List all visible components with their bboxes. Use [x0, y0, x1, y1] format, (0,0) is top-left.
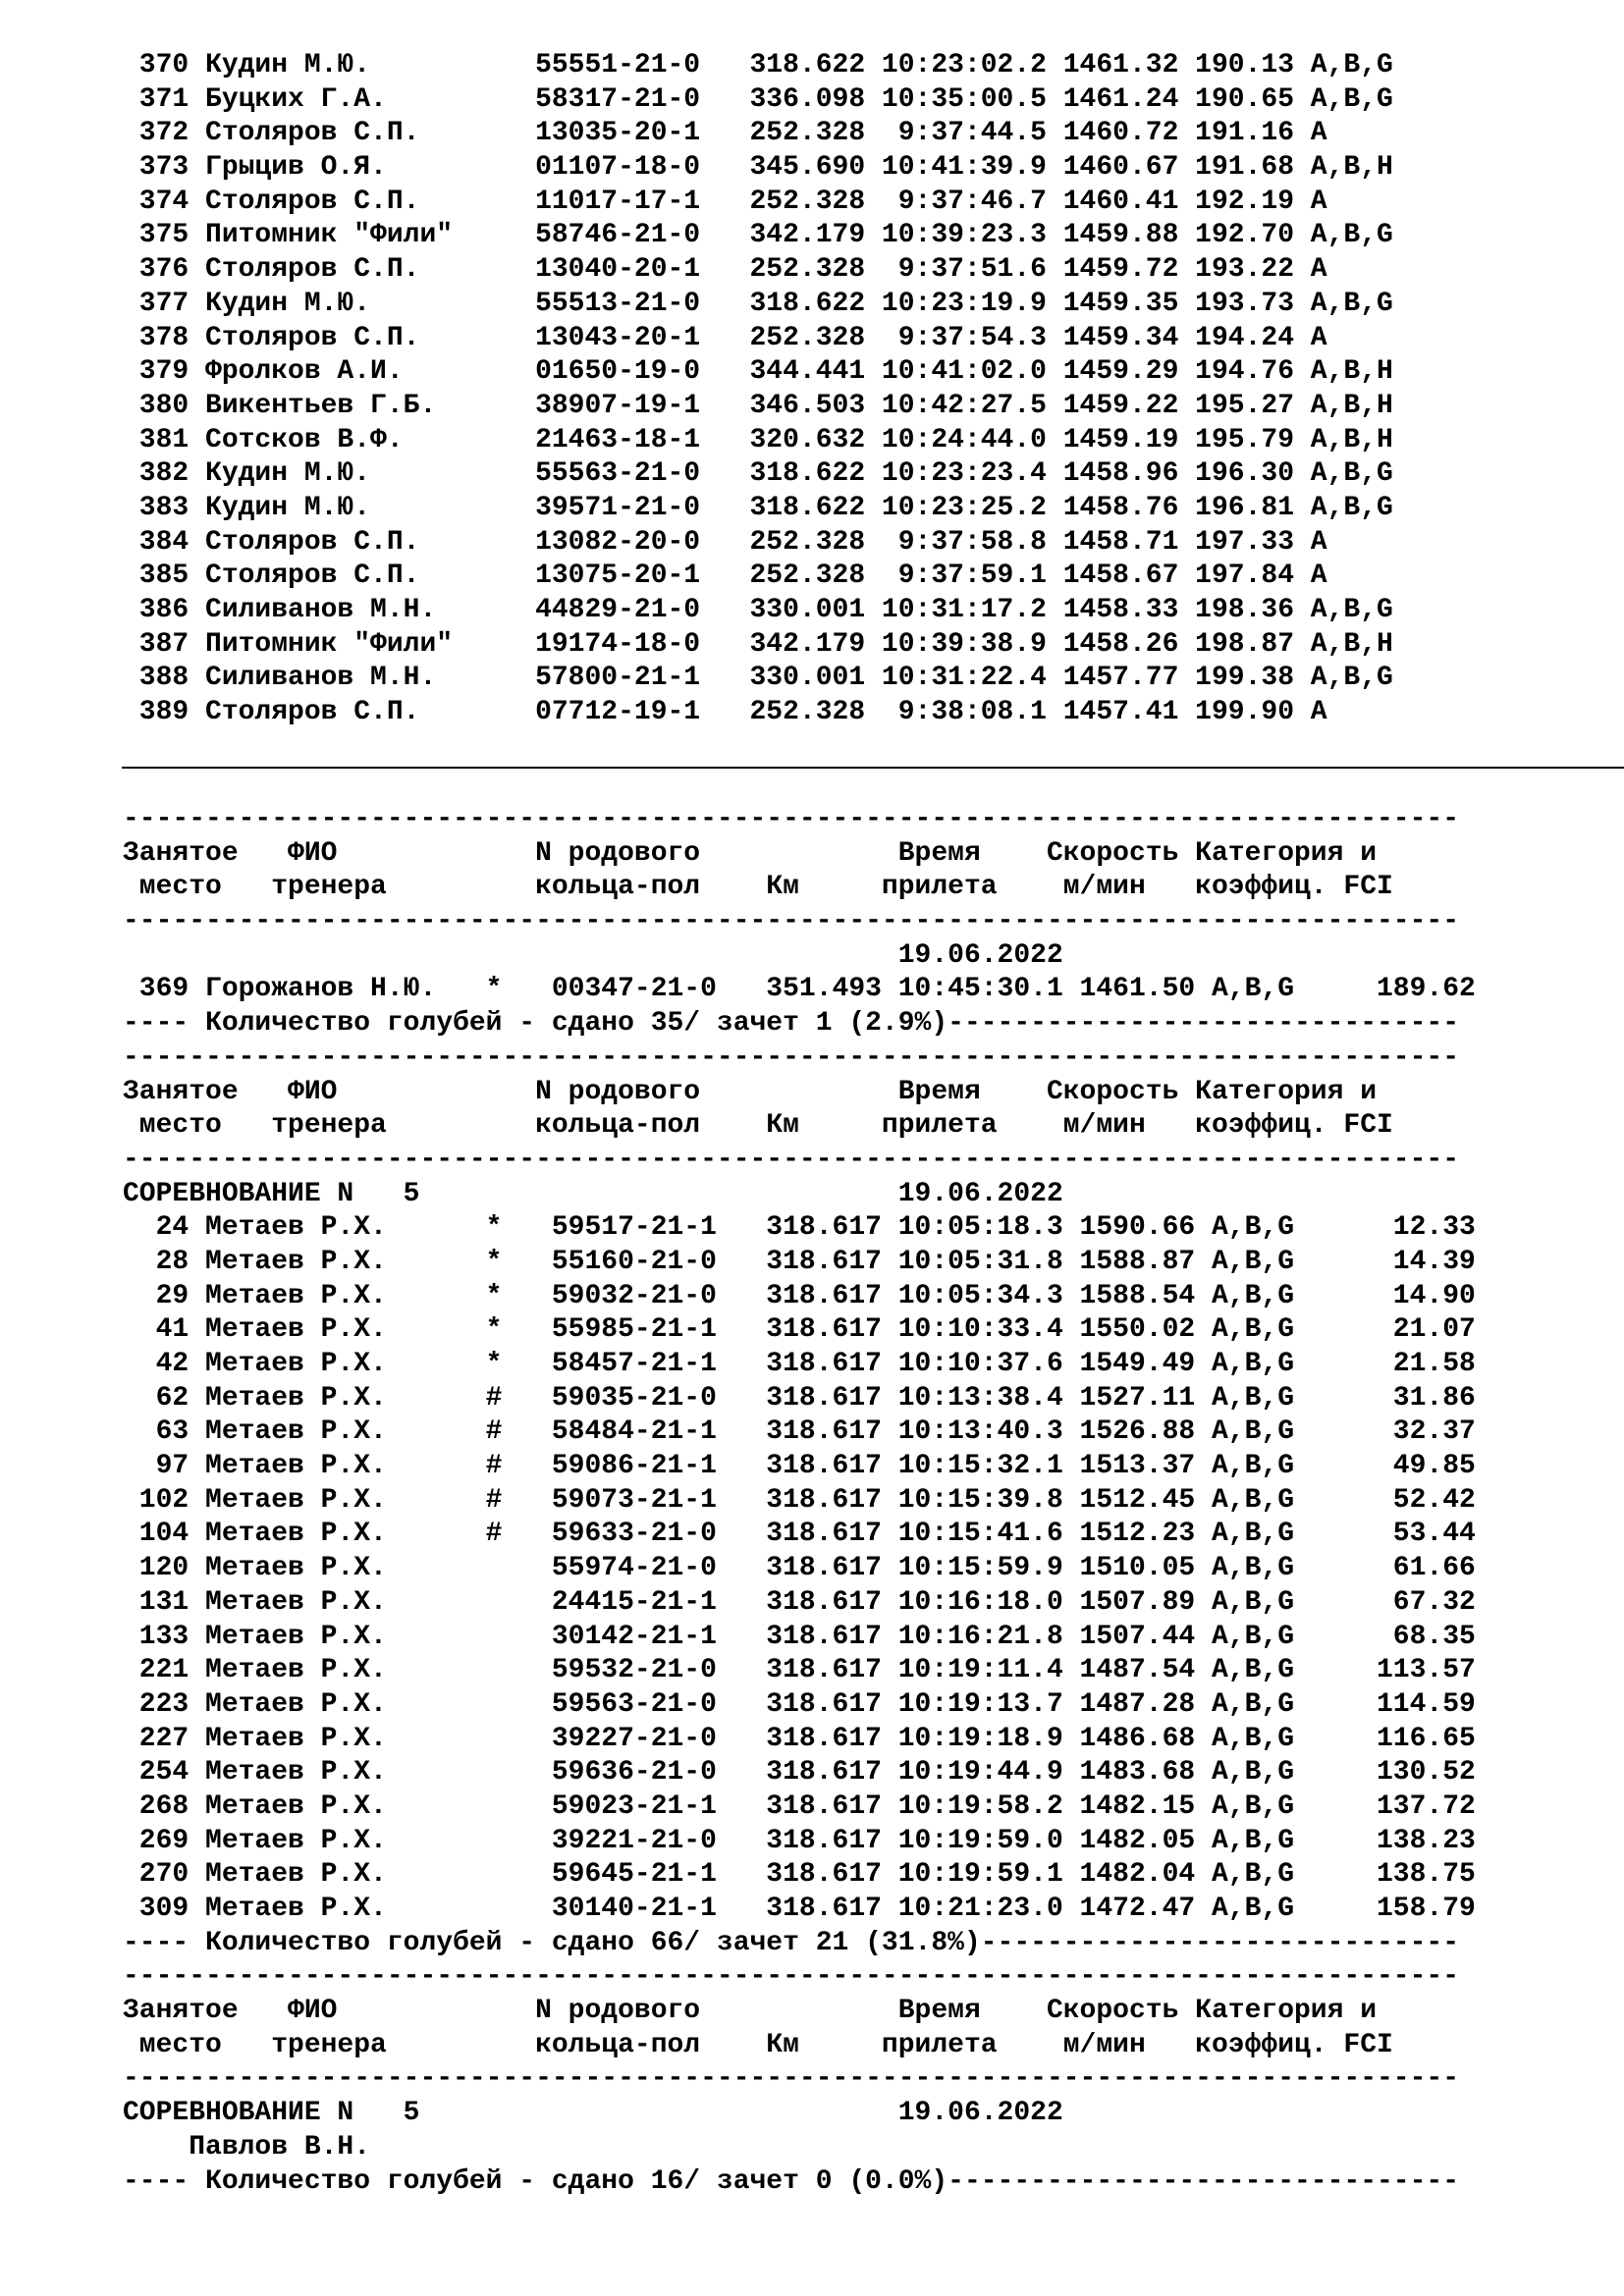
- table-row: 270 Метаев Р.Х. 59645-21-1 318.617 10:19:59.1 1482.04 A,B,G 138.75: [123, 1859, 1476, 1891]
- results-sections: [123, 803, 1476, 2199]
- column-header-line-1: Занятое ФИО N родового Время Скорость Категория и: [123, 837, 1378, 869]
- table-bottom-rule: [122, 767, 1624, 769]
- dash-separator: ---------------------------------------------------------------------------------: [123, 1961, 1460, 1993]
- table-row: 104 Метаев Р.Х. # 59633-21-0 318.617 10:15:41.6 1512.23 A,B,G 53.44: [123, 1519, 1476, 1550]
- table-row: 268 Метаев Р.Х. 59023-21-1 318.617 10:19:58.2 1482.15 A,B,G 137.72: [123, 1790, 1476, 1822]
- column-header-line-2: место тренера кольца-пол Км прилета м/мин коэффиц. FCI: [123, 1110, 1393, 1142]
- table-row: 42 Метаев Р.Х. * 58457-21-1 318.617 10:10:37.6 1549.49 A,B,G 21.58: [123, 1349, 1476, 1379]
- table-row: 376 Столяров С.П. 13040-20-1 252.328 9:37:51.6 1459.72 193.22 A: [123, 254, 1327, 286]
- table-row: 386 Силиванов М.Н. 44829-21-0 330.001 10:31:17.2 1458.33 198.36 A,B,G: [123, 595, 1393, 625]
- dash-separator: ---------------------------------------------------------------------------------: [123, 1041, 1460, 1073]
- table-row: 269 Метаев Р.Х. 39221-21-0 318.617 10:19:59.0 1482.05 A,B,G 138.23: [123, 1825, 1476, 1856]
- table-row: 387 Питомник "Фили" 19174-18-0 342.179 10:39:38.9 1458.26 198.87 A,B,H: [123, 628, 1393, 660]
- table-row: 309 Метаев Р.Х. 30140-21-1 318.617 10:21:23.0 1472.47 A,B,G 158.79: [123, 1894, 1476, 1924]
- column-header-line-1: Занятое ФИО N родового Время Скорость Категория и: [123, 1996, 1378, 2027]
- dash-separator: ---------------------------------------------------------------------------------: [123, 2063, 1460, 2095]
- table-row: 372 Столяров С.П. 13035-20-1 252.328 9:37:44.5 1460.72 191.16 A: [123, 118, 1327, 149]
- table-row: 41 Метаев Р.Х. * 55985-21-1 318.617 10:10:33.4 1550.02 A,B,G 21.07: [123, 1314, 1476, 1346]
- table-row: 370 Кудин М.Ю. 55551-21-0 318.622 10:23:02.2 1461.32 190.13 A,B,G: [123, 50, 1393, 80]
- table-row: 383 Кудин М.Ю. 39571-21-0 318.622 10:23:25.2 1458.76 196.81 A,B,G: [123, 492, 1393, 523]
- table-row: 24 Метаев Р.Х. * 59517-21-1 318.617 10:05:18.3 1590.66 A,B,G 12.33: [123, 1212, 1476, 1244]
- table-row: 371 Буцких Г.А. 58317-21-0 336.098 10:35:00.5 1461.24 190.65 A,B,G: [123, 83, 1393, 115]
- column-header-line-2: место тренера кольца-пол Км прилета м/мин коэффиц. FCI: [123, 2029, 1393, 2060]
- dash-separator: ---------------------------------------------------------------------------------: [123, 804, 1460, 834]
- table-row: 63 Метаев Р.Х. # 58484-21-1 318.617 10:13:40.3 1526.88 A,B,G 32.37: [123, 1416, 1476, 1448]
- table-row: 385 Столяров С.П. 13075-20-1 252.328 9:37:59.1 1458.67 197.84 A: [123, 561, 1327, 592]
- table-row: 388 Силиванов М.Н. 57800-21-1 330.001 10:31:22.4 1457.77 199.38 A,B,G: [123, 663, 1393, 694]
- dash-separator: ---------------------------------------------------------------------------------: [123, 906, 1460, 937]
- competition-title-line: СОРЕВНОВАНИЕ N 5 19.06.2022: [123, 1178, 1063, 1209]
- competition-title-line: СОРЕВНОВАНИЕ N 5 19.06.2022: [123, 2098, 1063, 2129]
- table-row: 62 Метаев Р.Х. # 59035-21-0 318.617 10:13:38.4 1527.11 A,B,G 31.86: [123, 1382, 1476, 1414]
- section-summary: ---- Количество голубей - сдано 16/ зачет 0 (0.0%)-------------------------------: [123, 2165, 1460, 2197]
- table-row: 133 Метаев Р.Х. 30142-21-1 318.617 10:16:21.8 1507.44 A,B,G 68.35: [123, 1621, 1476, 1652]
- table-row: 227 Метаев Р.Х. 39227-21-0 318.617 10:19:18.9 1486.68 A,B,G 116.65: [123, 1723, 1476, 1754]
- table-row: 131 Метаев Р.Х. 24415-21-1 318.617 10:16:18.0 1507.89 A,B,G 67.32: [123, 1586, 1476, 1618]
- table-row: 374 Столяров С.П. 11017-17-1 252.328 9:37:46.7 1460.41 192.19 A: [123, 186, 1327, 217]
- column-header-line-1: Занятое ФИО N родового Время Скорость Категория и: [123, 1076, 1378, 1107]
- table-row: 380 Викентьев Г.Б. 38907-19-1 346.503 10:42:27.5 1459.22 195.27 A,B,H: [123, 390, 1393, 421]
- competition-results-rows: [123, 1211, 1476, 1926]
- table-row: 97 Метаев Р.Х. # 59086-21-1 318.617 10:15:32.1 1513.37 A,B,G 49.85: [123, 1451, 1476, 1482]
- section-summary: ---- Количество голубей - сдано 35/ зачет 1 (2.9%)-------------------------------: [123, 1008, 1460, 1040]
- table-row: 379 Фролков А.И. 01650-19-0 344.441 10:41:02.0 1459.29 194.76 A,B,H: [123, 356, 1393, 388]
- table-row: 382 Кудин М.Ю. 55563-21-0 318.622 10:23:23.4 1458.96 196.30 A,B,G: [123, 458, 1393, 490]
- participant-name-line: Павлов В.Н.: [123, 2131, 371, 2163]
- column-header-line-2: место тренера кольца-пол Км прилета м/мин коэффиц. FCI: [123, 872, 1393, 903]
- table-row: 369 Горожанов Н.Ю. * 00347-21-0 351.493 10:45:30.1 1461.50 A,B,G 189.62: [123, 974, 1476, 1005]
- table-row: 377 Кудин М.Ю. 55513-21-0 318.622 10:23:19.9 1459.35 193.73 A,B,G: [123, 288, 1393, 319]
- dash-separator: ---------------------------------------------------------------------------------: [123, 1144, 1460, 1175]
- table-row: 102 Метаев Р.Х. # 59073-21-1 318.617 10:15:39.8 1512.45 A,B,G 52.42: [123, 1484, 1476, 1516]
- table-row: 384 Столяров С.П. 13082-20-0 252.328 9:37:58.8 1458.71 197.33 A: [123, 526, 1327, 558]
- table-row: 375 Питомник "Фили" 58746-21-0 342.179 10:39:23.3 1459.88 192.70 A,B,G: [123, 220, 1393, 251]
- table-row: 381 Сотсков В.Ф. 21463-18-1 320.632 10:24:44.0 1459.19 195.79 A,B,H: [123, 424, 1393, 455]
- table-row: 223 Метаев Р.Х. 59563-21-0 318.617 10:19:13.7 1487.28 A,B,G 114.59: [123, 1688, 1476, 1720]
- top-results-table: [123, 49, 1393, 730]
- table-row: 389 Столяров С.П. 07712-19-1 252.328 9:38:08.1 1457.41 199.90 A: [123, 697, 1327, 728]
- table-row: 378 Столяров С.П. 13043-20-1 252.328 9:37:54.3 1459.34 194.24 A: [123, 322, 1327, 353]
- table-row: 29 Метаев Р.Х. * 59032-21-0 318.617 10:05:34.3 1588.54 A,B,G 14.90: [123, 1280, 1476, 1311]
- section-date-line: 19.06.2022: [123, 939, 1063, 971]
- section-summary: ---- Количество голубей - сдано 66/ зачет 21 (31.8%)-----------------------------: [123, 1927, 1460, 1958]
- table-row: 373 Грыцив О.Я. 01107-18-0 345.690 10:41:39.9 1460.67 191.68 A,B,H: [123, 152, 1393, 184]
- table-row: 254 Метаев Р.Х. 59636-21-0 318.617 10:19:44.9 1483.68 A,B,G 130.52: [123, 1757, 1476, 1789]
- table-row: 28 Метаев Р.Х. * 55160-21-0 318.617 10:05:31.8 1588.87 A,B,G 14.39: [123, 1246, 1476, 1277]
- table-row: 221 Метаев Р.Х. 59532-21-0 318.617 10:19:11.4 1487.54 A,B,G 113.57: [123, 1655, 1476, 1686]
- table-row: 120 Метаев Р.Х. 55974-21-0 318.617 10:15:59.9 1510.05 A,B,G 61.66: [123, 1553, 1476, 1584]
